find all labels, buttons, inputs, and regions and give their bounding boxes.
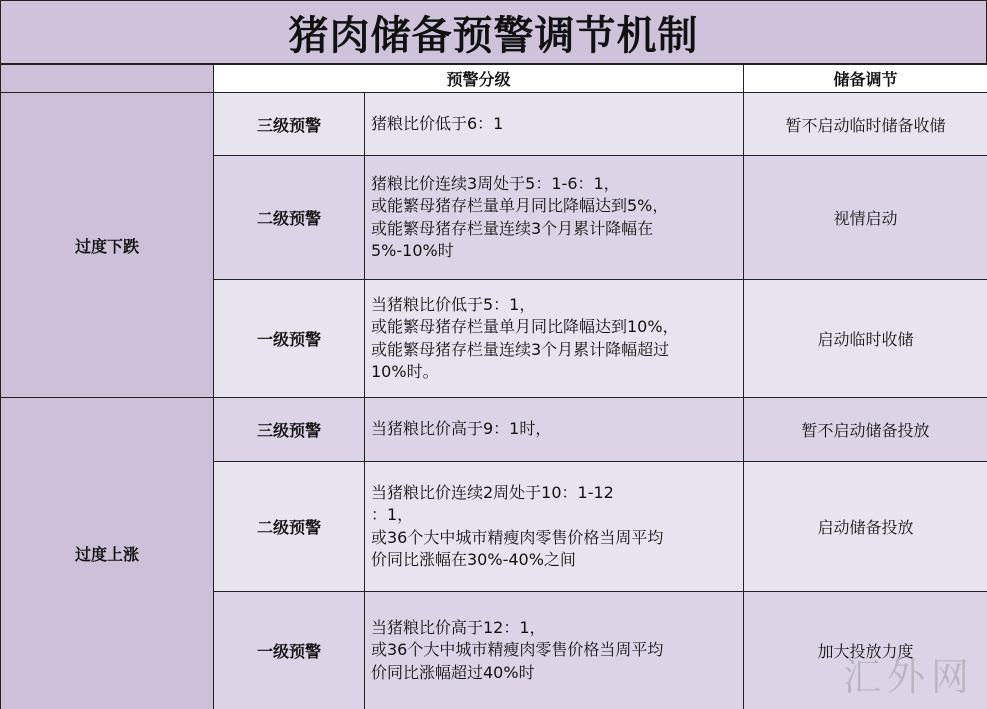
action-cell: 视情启动 [744, 156, 987, 280]
condition-line: 或能繁母猪存栏量单月同比降幅达到10%， [371, 317, 679, 336]
condition-line: 当猪粮比价连续2周处于10：1-12 [371, 482, 614, 502]
header-blank-cell [1, 65, 214, 93]
page-title: 猪肉储备预警调节机制 [0, 0, 987, 64]
condition-line: 或能繁母猪存栏量连续3个月累计降幅超过 [371, 339, 670, 359]
condition-cell [365, 93, 744, 156]
condition-cell [365, 592, 744, 709]
watermark-logo: 汇外网 [842, 655, 975, 699]
header-warning-level: 预警分级 [214, 65, 744, 93]
action-cell: 启动临时收储 [744, 280, 987, 398]
action-cell: 加大投放力度 [744, 592, 987, 709]
condition-line: 价同比涨幅超过40%时 [371, 662, 535, 682]
condition-line: 或能繁母猪存栏量连续3个月累计降幅在 [371, 218, 654, 238]
condition-line: 猪粮比价低于6：1 [371, 113, 504, 133]
condition-cell [365, 462, 744, 592]
action-cell: 暂不启动储备投放 [744, 398, 987, 462]
condition-line: 当猪粮比价低于5：1， [371, 294, 536, 314]
level-cell: 三级预警 [214, 398, 365, 462]
condition-cell [365, 280, 744, 398]
level-cell: 二级预警 [214, 156, 365, 280]
condition-line: 当猪粮比价高于12：1， [371, 617, 546, 637]
warning-table [0, 64, 987, 709]
condition-line: 5%-10%时 [371, 241, 454, 260]
category-cell-decline: 过度下跌 [1, 93, 214, 398]
condition-line: 或36个大中城市精瘦肉零售价格当周平均 [371, 527, 664, 547]
table-row [1, 93, 987, 156]
condition-cell [365, 398, 744, 462]
condition-line: 10%时。 [371, 362, 439, 381]
action-cell: 暂不启动临时储备收储 [744, 93, 987, 156]
condition-line: 猪粮比价连续3周处于5：1-6：1， [371, 173, 620, 193]
category-cell-rise: 过度上涨 [1, 398, 214, 709]
header-row [1, 65, 987, 93]
level-cell: 一级预警 [214, 280, 365, 398]
header-reserve-adjust: 储备调节 [744, 65, 987, 93]
action-cell: 启动储备投放 [744, 462, 987, 592]
condition-cell [365, 156, 744, 280]
condition-line: 或能繁母猪存栏量单月同比降幅达到5%， [371, 196, 669, 215]
condition-line: 当猪粮比价高于9：1时， [371, 419, 552, 439]
level-cell: 二级预警 [214, 462, 365, 592]
level-cell: 一级预警 [214, 592, 365, 709]
condition-line: 价同比涨幅在30%-40%之间 [371, 550, 576, 569]
level-cell: 三级预警 [214, 93, 365, 156]
condition-line: 或36个大中城市精瘦肉零售价格当周平均 [371, 640, 664, 660]
table-row [1, 398, 987, 462]
condition-line: ：1， [371, 505, 414, 524]
